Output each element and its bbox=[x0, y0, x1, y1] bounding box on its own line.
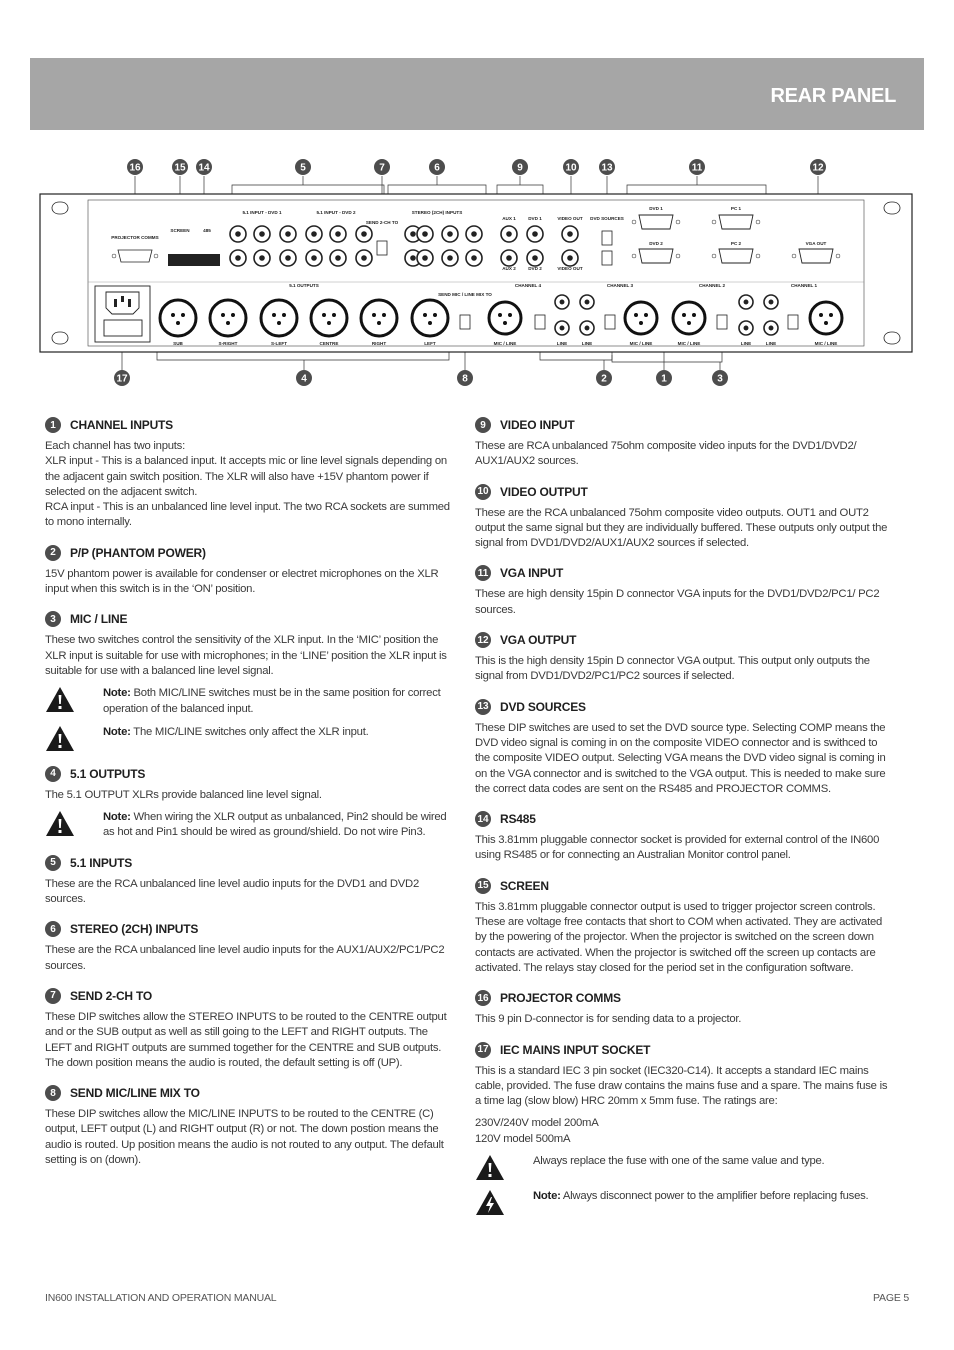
rca-pin bbox=[769, 300, 774, 305]
section-paragraph: 230V/240V model 200mA 120V model 500mA bbox=[475, 1117, 599, 1145]
xlr-connector bbox=[810, 302, 842, 334]
xlr-connector bbox=[489, 302, 521, 334]
dip-switch bbox=[377, 241, 387, 255]
callout-number bbox=[172, 159, 188, 175]
section-paragraph: These are the RCA unbalanced line level audio inputs for the AUX1/AUX2/PC1/PC2 sources. bbox=[45, 944, 445, 972]
section-heading bbox=[45, 416, 457, 434]
section-number-badge: 12 bbox=[475, 632, 491, 648]
rca-pin bbox=[361, 231, 367, 237]
callout-label: 9 bbox=[517, 162, 523, 174]
rca-pin bbox=[506, 255, 512, 261]
section-17 bbox=[475, 1041, 890, 1216]
section-number-badge: 2 bbox=[45, 545, 61, 561]
section-6 bbox=[45, 920, 457, 974]
note-body: When wiring the XLR output as unbalanced, Pin2 should be wired as hot and Pin1 should be wired as ground/shield. Do not wire Pin3. bbox=[103, 811, 447, 839]
note-body: Always disconnect power to the amplifier before replacing fuses. bbox=[560, 1190, 869, 1203]
xlr-pin bbox=[377, 321, 381, 325]
xlr-connector bbox=[311, 300, 347, 336]
callout-label: 16 bbox=[129, 162, 141, 174]
section-4 bbox=[45, 765, 457, 841]
rca-pin bbox=[567, 255, 573, 261]
section-title: CHANNEL INPUTS bbox=[70, 418, 173, 432]
section-5 bbox=[45, 854, 457, 908]
out-sright-label: S-RIGHT bbox=[218, 341, 238, 346]
rca-pin bbox=[532, 231, 538, 237]
page-title: REAR PANEL bbox=[770, 85, 896, 107]
dvd1-label: DVD 1 bbox=[528, 216, 542, 221]
xlr-connector bbox=[210, 300, 246, 336]
out-sub-label: SUB bbox=[173, 341, 183, 346]
xlr-pin bbox=[829, 313, 833, 317]
callout-label: 2 bbox=[601, 373, 607, 385]
section-heading bbox=[475, 989, 890, 1007]
section-title: SCREEN bbox=[500, 878, 549, 893]
out-sleft-label: S-LEFT bbox=[270, 341, 288, 346]
callout-label: 5 bbox=[300, 162, 306, 174]
section-7 bbox=[45, 987, 457, 1071]
dvd2-label: DVD 2 bbox=[528, 266, 542, 271]
section-heading bbox=[475, 564, 890, 582]
xlr-pin bbox=[322, 313, 326, 317]
stereo-inputs-label: STEREO (2CH) INPUTS bbox=[411, 210, 463, 215]
callout-label: 1 bbox=[661, 373, 667, 385]
note-label: Note: bbox=[103, 687, 131, 700]
outputs-51-label: 5.1 OUTPUTS bbox=[289, 283, 319, 288]
section-title: SEND MIC/LINE MIX TO bbox=[70, 1086, 200, 1101]
section-heading bbox=[45, 987, 457, 1005]
rca-pin bbox=[410, 255, 416, 261]
xlr-pin bbox=[181, 313, 185, 317]
right-column bbox=[475, 416, 890, 1229]
section-title: VGA OUTPUT bbox=[500, 633, 577, 648]
callout-number bbox=[656, 370, 672, 386]
rca-pin bbox=[567, 231, 573, 237]
section-1 bbox=[45, 416, 457, 531]
callout-label: 4 bbox=[301, 373, 307, 385]
rca-pin bbox=[311, 255, 317, 261]
section-paragraph: These are high density 15pin D connector VGA inputs for the DVD1/DVD2/PC1/ PC2 sources. bbox=[475, 588, 880, 616]
section-3 bbox=[45, 610, 457, 751]
callout-label: 15 bbox=[174, 162, 186, 174]
section-heading bbox=[45, 920, 457, 938]
rca-pin bbox=[769, 326, 774, 331]
pc2-label: PC 2 bbox=[730, 241, 742, 246]
section-paragraph: Each channel has two inputs: XLR input - This is a balanced input. It accepts mic or line level signals depending on the adjacent gain switch position. The XLR will also have +15V phantom power if selected on the adjacent switch. RCA input - This is an unbalanced line level input. The two RCA sockets are summed to mono internally. bbox=[45, 440, 450, 529]
xlr-connector bbox=[412, 300, 448, 336]
ch2-mic-line-label: MIC / LINE bbox=[677, 341, 701, 346]
note-text bbox=[103, 810, 457, 841]
callout-number bbox=[810, 159, 826, 175]
section-11 bbox=[475, 564, 890, 618]
section-paragraph: 15V phantom power is available for condenser or electret microphones on the XLR input when this switch is in the ‘ON’ position. bbox=[45, 567, 439, 596]
vga-connector bbox=[719, 215, 753, 229]
callout-number bbox=[596, 370, 612, 386]
callout-number bbox=[563, 159, 579, 175]
note-text bbox=[533, 1154, 824, 1169]
section-number-badge: 6 bbox=[45, 921, 61, 937]
xlr-pin bbox=[332, 313, 336, 317]
dip-switch bbox=[535, 315, 545, 329]
callout-number bbox=[295, 159, 311, 175]
section-paragraph: These two switches control the sensitivity of the XLR input. In the ‘MIC’ position the XLR input is suitable for use with microphones; in the ‘LINE’ position the XLR input is suitable for use with a balanced line level signal. bbox=[45, 634, 447, 677]
callout-label: 6 bbox=[434, 162, 440, 174]
xlr-pin bbox=[634, 313, 638, 317]
dip-switch bbox=[602, 231, 612, 245]
ch2-line-label: LINE bbox=[740, 341, 752, 346]
section-heading bbox=[45, 854, 457, 872]
section-number-badge: 14 bbox=[475, 811, 491, 827]
section-number-badge: 8 bbox=[45, 1085, 61, 1101]
callout-label: 7 bbox=[379, 162, 385, 174]
xlr-pin bbox=[433, 313, 437, 317]
xlr-pin bbox=[171, 313, 175, 317]
section-title: IEC MAINS INPUT SOCKET bbox=[500, 1042, 651, 1057]
rca-pin bbox=[447, 255, 453, 261]
video-out-label: VIDEO OUT bbox=[557, 216, 583, 221]
note-label: Note: bbox=[533, 1190, 561, 1203]
xlr-pin bbox=[277, 321, 281, 325]
section-number-badge: 1 bbox=[45, 417, 61, 433]
out-left-label: LEFT bbox=[424, 341, 436, 346]
rear-panel-svg bbox=[0, 150, 954, 395]
rear-panel-diagram bbox=[0, 150, 954, 395]
section-13 bbox=[475, 698, 890, 797]
section-15 bbox=[475, 877, 890, 976]
warning-icon bbox=[475, 1154, 505, 1181]
vga-dvd1-label: DVD 1 bbox=[649, 206, 663, 211]
section-title: P/P (PHANTOM POWER) bbox=[70, 545, 206, 560]
xlr-pin bbox=[176, 321, 180, 325]
callout-label: 11 bbox=[691, 162, 703, 174]
rca-pin bbox=[506, 231, 512, 237]
rca-pin bbox=[311, 231, 317, 237]
svg-text:485: 485 bbox=[203, 228, 211, 233]
channel3-label: CHANNEL 3 bbox=[606, 283, 634, 288]
callout-number bbox=[429, 159, 445, 175]
note bbox=[475, 1189, 890, 1216]
xlr-connector bbox=[160, 300, 196, 336]
note-body: The MIC/LINE switches only affect the XLR input. bbox=[130, 725, 369, 738]
note bbox=[45, 810, 457, 841]
section-8 bbox=[45, 1084, 457, 1168]
section-number-badge: 10 bbox=[475, 484, 491, 500]
section-paragraph: These DIP switches are used to set the DVD source type. Selecting COMP means the DVD video signal is coming in on the composite VIDEO connector and is swithced to the composite VIDEO output. Selecting VGA means the DVD video signal is coming in on the VGA connector and is switched to the VGA output. This is needed to make sure the correct data codes are sent on the RS485 and PROJECTOR COMMS. bbox=[475, 721, 886, 795]
section-title: VIDEO OUTPUT bbox=[500, 484, 588, 499]
section-number-badge: 5 bbox=[45, 855, 61, 871]
section-number-badge: 7 bbox=[45, 988, 61, 1004]
rca-pin bbox=[447, 231, 453, 237]
aux2-label: AUX 2 bbox=[502, 266, 516, 271]
rca-pin bbox=[585, 300, 590, 305]
note bbox=[45, 686, 457, 717]
rca-pin bbox=[471, 255, 477, 261]
note-body: Always replace the fuse with one of the same value and type. bbox=[533, 1155, 825, 1168]
callout-label: 3 bbox=[717, 373, 723, 385]
rca-pin bbox=[285, 231, 291, 237]
out-centre-label: CENTRE bbox=[319, 341, 339, 346]
section-paragraph: This is a standard IEC 3 pin socket (IEC320-C14). It accepts a standard IEC mains cable, provided. The fuse draw contains the mains fuse and a spare. The mains fuse is a time lag (slow blow) HRC 20mm x 5mm fuse. The ratings are: bbox=[475, 1064, 888, 1108]
svg-text:SCREEN: SCREEN bbox=[170, 228, 190, 233]
rca-pin bbox=[410, 231, 416, 237]
rca-pin bbox=[259, 255, 265, 261]
section-paragraph: This is the high density 15pin D connector VGA output. This output only outputs the signal from DVD1/DVD2/PC1/PC2 sources if selected. bbox=[475, 655, 870, 683]
vga-connector bbox=[799, 249, 833, 263]
ch1-line-label: LINE bbox=[765, 341, 777, 346]
xlr-pin bbox=[498, 313, 502, 317]
rca-pin bbox=[560, 300, 565, 305]
xlr-pin bbox=[221, 313, 225, 317]
rca-pin bbox=[285, 255, 291, 261]
note-text bbox=[103, 725, 369, 740]
section-number-badge: 4 bbox=[45, 766, 61, 782]
section-title: SEND 2-CH TO bbox=[70, 988, 153, 1003]
warning-icon bbox=[45, 725, 75, 752]
xlr-pin bbox=[508, 313, 512, 317]
note bbox=[45, 725, 457, 752]
section-heading bbox=[475, 416, 890, 434]
dip-switch bbox=[717, 315, 727, 329]
ch4-line-label: LINE bbox=[556, 341, 568, 346]
iec-mains-socket bbox=[95, 286, 150, 342]
section-number-badge: 3 bbox=[45, 611, 61, 627]
section-10 bbox=[475, 483, 890, 552]
section-2 bbox=[45, 544, 457, 598]
xlr-pin bbox=[682, 313, 686, 317]
xlr-pin bbox=[428, 321, 432, 325]
callout-number bbox=[114, 370, 130, 386]
section-title: VGA INPUT bbox=[500, 566, 564, 581]
vga-connector bbox=[639, 249, 673, 263]
section-title: MIC / LINE bbox=[70, 612, 128, 627]
xlr-pin bbox=[644, 313, 648, 317]
aux1-label: AUX 1 bbox=[502, 216, 516, 221]
vga-connector bbox=[719, 249, 753, 263]
callout-label: 8 bbox=[462, 373, 468, 385]
section-paragraph: These are the RCA unbalanced 75ohm composite video outputs. OUT1 and OUT2 output the same signal but they are individually buffered. These outputs only output the signal from DVD1/DVD2/AUX1/AUX2 sources if selected. bbox=[475, 506, 888, 550]
callout-number bbox=[599, 159, 615, 175]
section-paragraph: These are RCA unbalanced 75ohm composite video inputs for the DVD1/DVD2/ AUX1/AUX2 sources. bbox=[475, 440, 857, 468]
section-number-badge: 13 bbox=[475, 699, 491, 715]
callout-number bbox=[127, 159, 143, 175]
xlr-pin bbox=[687, 321, 691, 325]
rca-pin bbox=[361, 255, 367, 261]
dip-switch bbox=[602, 251, 612, 265]
rca-pin bbox=[235, 231, 241, 237]
dip-switch bbox=[460, 315, 470, 329]
section-heading bbox=[475, 698, 890, 716]
xlr-pin bbox=[423, 313, 427, 317]
section-title: PROJECTOR COMMS bbox=[500, 991, 621, 1006]
xlr-pin bbox=[824, 321, 828, 325]
dip-switch bbox=[605, 315, 615, 329]
rca-pin bbox=[744, 300, 749, 305]
callout-label: 13 bbox=[601, 162, 613, 174]
video-out-2-label: VIDEO OUT bbox=[557, 266, 583, 271]
rca-pin bbox=[560, 326, 565, 331]
ch1-mic-line-label: MIC / LINE bbox=[814, 341, 838, 346]
xlr-connector bbox=[673, 302, 705, 334]
section-paragraph: This 9 pin D-connector is for sending data to a projector. bbox=[475, 1013, 742, 1026]
rca-pin bbox=[471, 231, 477, 237]
out-right-label: RIGHT bbox=[371, 341, 387, 346]
ch4-mic-line-label: MIC / LINE bbox=[493, 341, 517, 346]
xlr-pin bbox=[372, 313, 376, 317]
xlr-pin bbox=[503, 321, 507, 325]
note-text bbox=[103, 686, 457, 717]
section-16 bbox=[475, 989, 890, 1027]
section-heading bbox=[475, 810, 890, 828]
xlr-pin bbox=[226, 321, 230, 325]
callout-number bbox=[196, 159, 212, 175]
callout-label: 12 bbox=[812, 162, 824, 174]
pc1-label: PC 1 bbox=[730, 206, 742, 211]
section-paragraph: This 3.81mm pluggable connector socket is provided for external control of the IN600 using RS485 or for connecting an Australian Monitor control panel. bbox=[475, 834, 880, 862]
svg-text:PROJECTOR COMMS: PROJECTOR COMMS bbox=[111, 235, 159, 240]
section-12 bbox=[475, 631, 890, 685]
footer-manual-title: IN600 INSTALLATION AND OPERATION MANUAL bbox=[45, 1292, 277, 1304]
section-number-badge: 17 bbox=[475, 1042, 491, 1058]
xlr-pin bbox=[327, 321, 331, 325]
rca-pin bbox=[744, 326, 749, 331]
xlr-pin bbox=[382, 313, 386, 317]
rca-pin bbox=[335, 255, 341, 261]
rca-pin bbox=[422, 255, 428, 261]
section-number-badge: 15 bbox=[475, 878, 491, 894]
warning-icon bbox=[45, 686, 75, 713]
vga-out-label: VGA OUT bbox=[805, 241, 827, 246]
header-bar bbox=[30, 58, 924, 130]
rca-pin bbox=[585, 326, 590, 331]
callout-number bbox=[512, 159, 528, 175]
section-title: VIDEO INPUT bbox=[500, 418, 575, 432]
callout-label: 10 bbox=[565, 162, 577, 174]
section-heading bbox=[45, 1084, 457, 1102]
callout-label: 14 bbox=[198, 162, 210, 174]
warning-icon bbox=[45, 810, 75, 837]
section-heading bbox=[45, 610, 457, 628]
electric-warning-icon bbox=[475, 1189, 505, 1216]
section-heading bbox=[475, 631, 890, 649]
note-label: Note: bbox=[103, 725, 131, 738]
section-title: DVD SOURCES bbox=[500, 699, 586, 714]
note-body: Both MIC/LINE switches must be in the same position for correct operation of the balanced input. bbox=[103, 687, 441, 715]
section-9 bbox=[475, 416, 890, 470]
input51-dvd1-label: 5.1 INPUT - DVD 1 bbox=[242, 210, 282, 215]
vga-dvd2-label: DVD 2 bbox=[649, 241, 663, 246]
channel1-label: CHANNEL 1 bbox=[790, 283, 818, 288]
section-paragraph: This 3.81mm pluggable connector output is used to trigger projector screen controls. These are voltage free contacts that short to COM when activated. They are activated by the powering of the projector. When the projector is switched on the screen down contacts are activated. When the projector is switched off the screen up contacts are activated. The relays stay closed for the period set in the configuration software. bbox=[475, 900, 883, 974]
vga-connector bbox=[639, 215, 673, 229]
xlr-pin bbox=[819, 313, 823, 317]
xlr-pin bbox=[639, 321, 643, 325]
note-text bbox=[533, 1189, 868, 1204]
section-number-badge: 16 bbox=[475, 990, 491, 1006]
rca-pin bbox=[259, 231, 265, 237]
section-heading bbox=[45, 765, 457, 783]
section-number-badge: 11 bbox=[475, 565, 491, 581]
callout-number bbox=[457, 370, 473, 386]
callout-label: 17 bbox=[116, 373, 128, 385]
xlr-connector bbox=[361, 300, 397, 336]
callout-number bbox=[296, 370, 312, 386]
callout-number bbox=[689, 159, 705, 175]
ch3-mic-line-label: MIC / LINE bbox=[629, 341, 653, 346]
section-heading bbox=[475, 877, 890, 895]
rca-pin bbox=[335, 231, 341, 237]
left-column bbox=[45, 416, 457, 1181]
send-2ch-label: SEND 2-CH TO bbox=[365, 220, 399, 225]
xlr-connector bbox=[625, 302, 657, 334]
xlr-pin bbox=[231, 313, 235, 317]
section-paragraph: These DIP switches allow the MIC/LINE INPUTS to be routed to the CENTRE (C) output, LEFT output (L) and RIGHT output (R) or not. The down postion means the audio is routed. Up position means the audio is not routed to any output. The default setting is on (down). bbox=[45, 1108, 444, 1167]
section-paragraph: These are the RCA unbalanced line level audio inputs for the DVD1 and DVD2 sources. bbox=[45, 877, 419, 906]
section-14 bbox=[475, 810, 890, 864]
section-paragraph: These DIP switches allow the STEREO INPUTS to be routed to the CENTRE output and or the SUB output as well as still going to the LEFT and RIGHT outputs. The LEFT and RIGHT outputs are summed together for the CENTRE and SUB outputs. The down position means the audio is routed, the default setting is off (UP). bbox=[45, 1010, 447, 1069]
note bbox=[475, 1154, 890, 1181]
xlr-pin bbox=[272, 313, 276, 317]
send-mic-line-label: SEND MIC / LINE MIX TO bbox=[438, 292, 492, 297]
rca-pin bbox=[235, 255, 241, 261]
section-title: 5.1 INPUTS bbox=[70, 855, 133, 870]
input51-dvd2-label: 5.1 INPUT - DVD 2 bbox=[316, 210, 356, 215]
section-title: RS485 bbox=[500, 812, 536, 827]
section-heading bbox=[475, 1041, 890, 1059]
dvd-sources-label: DVD SOURCES bbox=[590, 216, 624, 221]
rca-pin bbox=[422, 231, 428, 237]
section-heading bbox=[45, 544, 457, 562]
footer-page-number: PAGE 5 bbox=[873, 1292, 909, 1304]
xlr-pin bbox=[692, 313, 696, 317]
callout-number bbox=[374, 159, 390, 175]
xlr-pin bbox=[282, 313, 286, 317]
section-paragraph: The 5.1 OUTPUT XLRs provide balanced line level signal. bbox=[45, 788, 322, 801]
section-title: 5.1 OUTPUTS bbox=[70, 766, 146, 781]
channel2-label: CHANNEL 2 bbox=[698, 283, 726, 288]
note-label: Note: bbox=[103, 811, 131, 824]
section-title: STEREO (2CH) INPUTS bbox=[70, 922, 199, 937]
section-number-badge: 9 bbox=[475, 417, 491, 433]
channel4-label: CHANNEL 4 bbox=[514, 283, 542, 288]
ch3-line-label: LINE bbox=[581, 341, 593, 346]
section-heading bbox=[475, 483, 890, 501]
callout-number bbox=[712, 370, 728, 386]
xlr-connector bbox=[261, 300, 297, 336]
dip-switch bbox=[788, 315, 798, 329]
rca-pin bbox=[532, 255, 538, 261]
